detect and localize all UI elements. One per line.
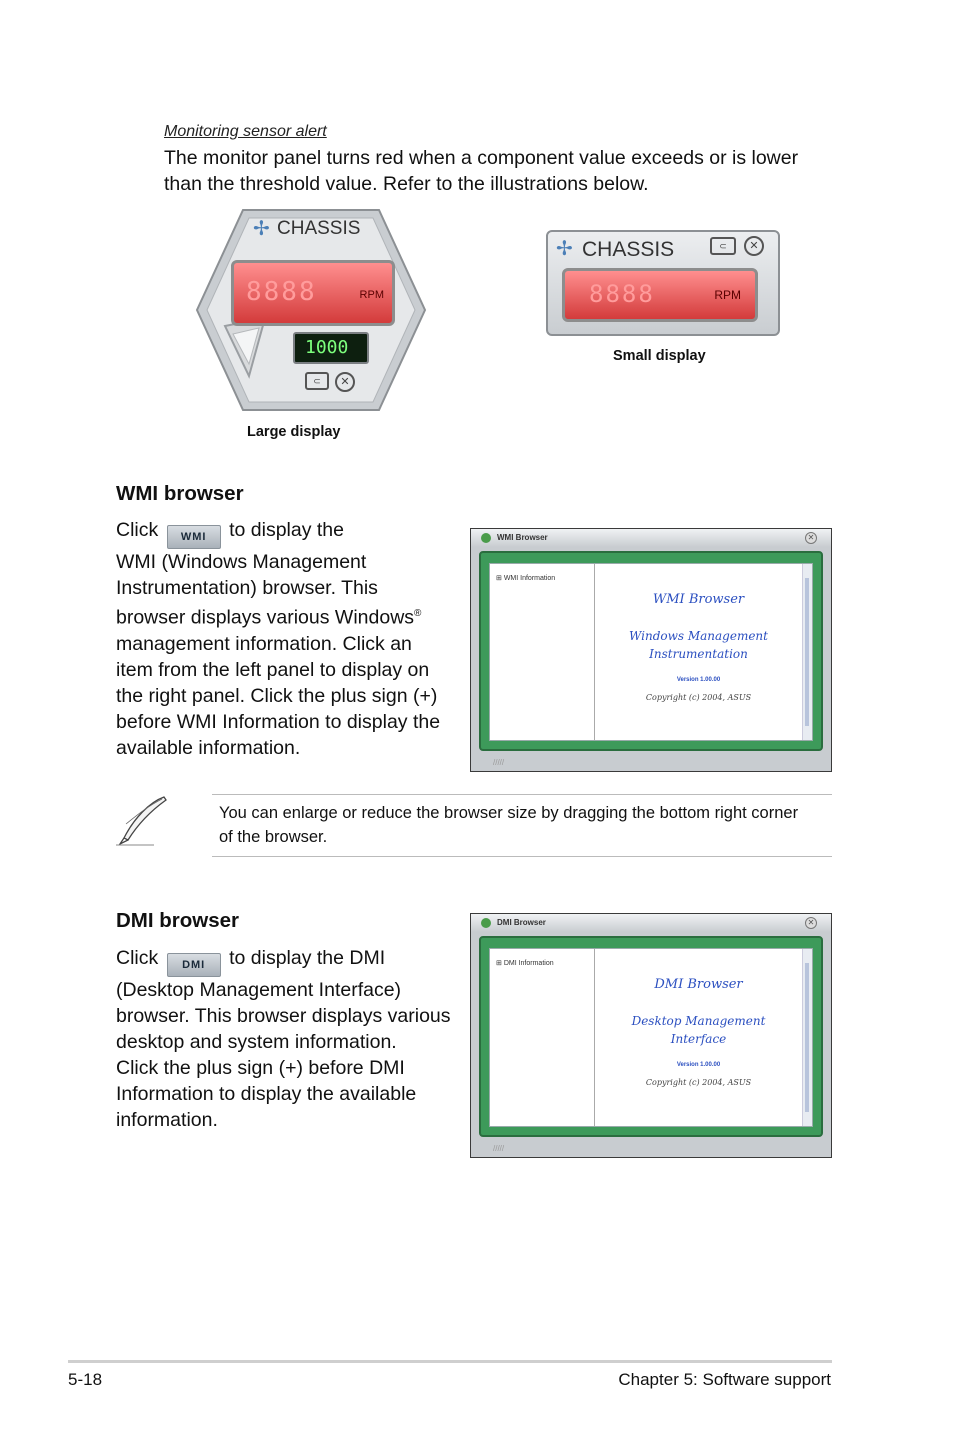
dmi-line: Information to display the available [116,1083,417,1105]
small-panel-unit: RPM [714,288,741,302]
wmi-line: item from the left panel to display on [116,658,430,681]
note-text [219,801,834,849]
dmi-line: (Desktop Management Interface) [116,979,402,1001]
dmi-browser-subtitle [595,1012,802,1048]
dmi-line: browser. This browser displays various [116,1005,451,1027]
threshold-display [293,332,369,364]
wmi-line-text: browser displays various Windows [116,606,415,629]
fan-icon: ✢ [253,218,270,240]
wmi-scrollbar[interactable] [802,564,812,740]
wmi-line: before WMI Information to display the [116,710,441,733]
dmi-after-button: to display the DMI [229,947,386,969]
wmi-tree-pane[interactable] [490,564,595,740]
note-top-rule [212,794,832,795]
threshold-value: 1000 [305,337,349,358]
dmi-description [116,945,461,1133]
page-number: 5-18 [68,1370,103,1389]
wmi-after-button: to display the [229,519,344,541]
close-icon[interactable]: ✕ [335,372,355,392]
pen-note-icon [114,794,170,848]
wmi-tree-label: WMI Information [503,575,556,582]
dmi-subtitle-line: Interface [670,1032,727,1046]
dmi-tree-item[interactable]: ⊞ DMI Information [496,960,554,967]
dmi-scrollbar[interactable] [802,949,812,1126]
wmi-browser-window [470,528,832,772]
wmi-description [116,517,461,761]
wmi-info-pane [595,564,802,740]
wmi-line [116,601,461,631]
settings-icon[interactable]: ⊂ [710,237,736,255]
dmi-click-word: Click [116,947,159,969]
note-line: of the browser. [219,828,328,846]
alert-line-2: than the threshold value. Refer to the illustrations below. [164,173,649,195]
fan-icon: ✢ [556,238,573,260]
dmi-tree-label: DMI Information [503,960,554,967]
alert-heading: Monitoring sensor alert [164,123,327,140]
app-icon [481,918,491,928]
wmi-line: the right panel. Click the plus sign (+) [116,684,438,707]
settings-icon[interactable]: ⊂ [305,372,329,390]
dmi-copyright: Copyright (c) 2004, ASUS [645,1078,752,1087]
wmi-button-icon[interactable]: WMI [167,525,221,549]
wmi-line: Instrumentation) browser. This [116,577,378,599]
dmi-browser-window [470,913,832,1158]
alert-text [164,145,824,197]
resize-grip-icon[interactable]: ///// [493,758,505,767]
small-panel-lcd [562,268,758,322]
close-icon[interactable]: ✕ [805,917,817,929]
wmi-click-word: Click [116,519,159,541]
resize-grip-icon[interactable]: ///// [493,1144,505,1153]
close-icon[interactable]: ✕ [744,236,764,256]
dmi-window-frame [479,936,823,1137]
note-line: You can enlarge or reduce the browser size by dragging the bottom right corner [219,804,799,822]
dmi-window-content [489,948,813,1127]
large-display-caption: Large display [247,424,341,440]
wmi-copyright: Copyright (c) 2004, ASUS [645,693,752,702]
footer-rule [68,1360,832,1363]
wmi-version: Version 1.00.00 [676,677,721,683]
wmi-subtitle-line: Instrumentation [649,647,748,661]
dmi-line: desktop and system information. [116,1031,397,1053]
dmi-subtitle-line: Desktop Management [631,1014,766,1028]
registered-mark: ® [414,608,422,619]
dmi-button-icon[interactable]: DMI [167,953,221,977]
large-sensor-panel [195,208,427,412]
large-panel-unit: RPM [359,289,384,301]
wmi-line: management information. Click an [116,632,412,655]
wmi-window-frame [479,551,823,751]
large-panel-value: 8888 [246,277,317,307]
close-icon[interactable]: ✕ [805,532,817,544]
app-icon [481,533,491,543]
large-panel-lcd [231,260,395,326]
dmi-version: Version 1.00.00 [676,1062,721,1068]
note-bottom-rule [212,856,832,857]
dmi-line: information. [116,1109,218,1131]
alert-line-1: The monitor panel turns red when a component value exceeds or is lower [164,147,799,169]
large-panel-label: CHASSIS [277,218,361,239]
dmi-line: Click the plus sign (+) before DMI [116,1057,405,1079]
wmi-click-line [116,517,461,549]
wmi-line: WMI (Windows Management [116,551,367,573]
small-display-caption: Small display [613,348,706,364]
wmi-browser-heading: WMI Browser [652,592,745,607]
small-sensor-panel [546,230,780,336]
wmi-tree-item[interactable]: ⊞ WMI Information [496,575,556,582]
dmi-info-pane [595,949,802,1126]
dmi-browser-heading: DMI Browser [654,977,743,992]
wmi-subtitle-line: Windows Management [629,629,768,643]
small-panel-label: CHASSIS [582,238,675,261]
dmi-click-line [116,945,461,977]
small-panel-value: 8888 [589,280,655,308]
wmi-line: available information. [116,736,301,759]
wmi-browser-subtitle [595,627,802,663]
dmi-window-titlebar: DMI Browser [471,914,831,932]
wmi-window-titlebar: WMI Browser [471,529,831,547]
dmi-section-title: DMI browser [116,909,240,932]
wmi-window-content [489,563,813,741]
chapter-title: Chapter 5: Software support [618,1370,831,1389]
wmi-section-title: WMI browser [116,482,244,505]
dmi-tree-pane[interactable] [490,949,595,1126]
